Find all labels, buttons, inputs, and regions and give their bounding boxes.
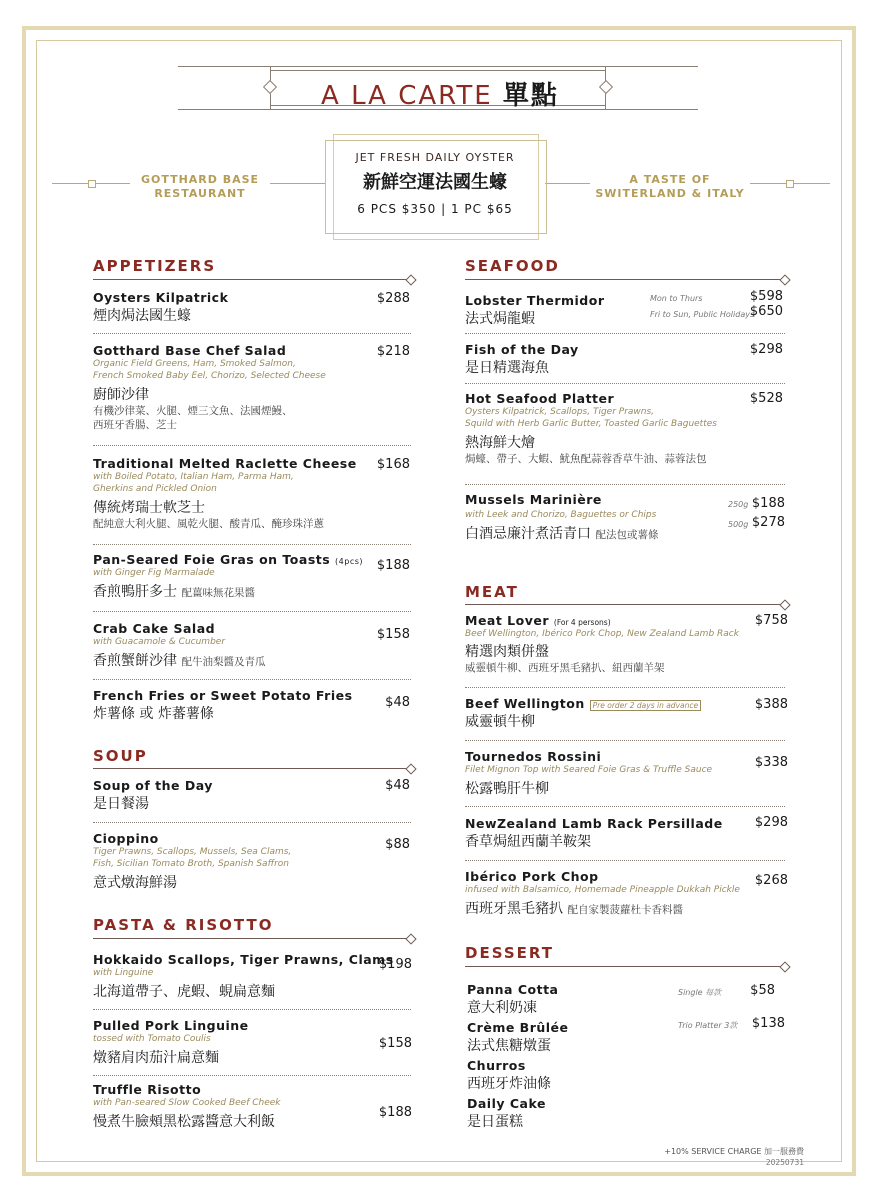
item-desc-zh: 配純意大利火腿、風乾火腿、酸青瓜、醃珍珠洋蔥 xyxy=(93,518,324,530)
item-name-zh: 北海道帶子、虎蝦、蜆扁意麵 xyxy=(93,984,275,1000)
dessert-name-zh: 法式焦糖燉蛋 xyxy=(467,1038,551,1054)
restaurant-tag-line-2: RESTAURANT xyxy=(154,187,246,200)
item-name-zh-text: 西班牙黑毛豬扒 xyxy=(465,901,563,917)
item-name: Mussels Marinière xyxy=(465,492,602,507)
dotted-divider xyxy=(465,333,785,334)
meat-divider xyxy=(465,604,785,605)
price-option-label: Mon to Thurs xyxy=(650,294,703,303)
menu-item-soup-of-day xyxy=(93,778,213,813)
item-name-zh: 精選肉類併盤 xyxy=(465,644,549,660)
item-desc: with Guacamole & Cucumber xyxy=(93,637,226,647)
item-name-zh xyxy=(465,523,658,543)
preorder-note: Pre order 2 days in advance xyxy=(590,700,701,711)
dotted-divider xyxy=(93,544,411,545)
dotted-divider xyxy=(93,679,411,680)
item-price: $650 xyxy=(749,304,783,319)
menu-item-crab-cake xyxy=(93,621,265,670)
item-name: Crab Cake Salad xyxy=(93,621,216,636)
title-en: A LA CARTE xyxy=(321,81,493,111)
item-name-zh-text: 香煎鴨肝多士 xyxy=(93,584,177,600)
item-desc: Squild with Herb Garlic Butter, Toasted Garlic Baguettes xyxy=(465,419,717,429)
item-name: Truffle Risotto xyxy=(93,1082,202,1097)
item-desc: with Ginger Fig Marmalade xyxy=(93,568,215,578)
item-desc: Fish, Sicilian Tomato Broth, Spanish Saffron xyxy=(93,859,289,869)
dessert-name: Crème Brûlée xyxy=(467,1020,569,1035)
item-price: $188 xyxy=(376,558,410,573)
item-name-zh-text: 白酒忌廉汁煮活青口 xyxy=(465,526,591,542)
appetizers-divider xyxy=(93,279,411,280)
item-name-zh: 是日餐湯 xyxy=(93,796,149,812)
menu-item-raclette xyxy=(93,456,357,531)
item-desc: Organic Field Greens, Ham, Smoked Salmon, xyxy=(93,359,296,369)
dotted-divider xyxy=(465,740,785,741)
dotted-divider xyxy=(93,611,411,612)
item-price: $288 xyxy=(376,291,410,306)
item-name: Oysters Kilpatrick xyxy=(93,290,229,305)
menu-item-beef-wellington xyxy=(465,696,701,731)
item-price: $338 xyxy=(754,755,788,770)
menu-item-mussels xyxy=(465,492,658,543)
item-name: Ibérico Pork Chop xyxy=(465,869,599,884)
item-name-zh xyxy=(465,898,740,918)
menu-item-meat-lover xyxy=(465,613,739,675)
item-price: $218 xyxy=(376,344,410,359)
item-name-zh-text: 香煎蟹餅沙律 xyxy=(93,653,177,669)
item-desc: with Linguine xyxy=(93,968,154,978)
menu-item-fish-of-day xyxy=(465,342,579,377)
dessert-name-zh: 意大利奶凍 xyxy=(467,1000,537,1016)
menu-item-iberico-pork-chop xyxy=(465,869,740,918)
dessert-option-label: Single 每款 xyxy=(678,988,722,997)
item-name: Soup of the Day xyxy=(93,778,213,793)
item-name-zh: 香草焗紐西蘭羊鞍架 xyxy=(465,834,591,850)
item-name xyxy=(465,613,739,628)
oyster-prices: 6 PCS $350 | 1 PC $65 xyxy=(357,202,513,216)
dotted-divider xyxy=(465,687,785,688)
item-qty-note: (4pcs) xyxy=(335,557,364,566)
item-name-zh: 炸薯條 或 炸蕃薯條 xyxy=(93,706,214,722)
item-name-zh: 慢煮牛臉頰黑松露醬意大利飯 xyxy=(93,1114,275,1130)
dessert-name: Daily Cake xyxy=(467,1096,546,1111)
dotted-divider xyxy=(93,333,411,334)
menu-item-foie-gras xyxy=(93,552,363,601)
item-desc: Tiger Prawns, Scallops, Mussels, Sea Clams, xyxy=(93,847,292,857)
section-title-seafood: SEAFOOD xyxy=(465,257,560,275)
item-note-zh: 配薑味無花果醬 xyxy=(181,587,255,599)
item-desc-zh: 威靈頓牛柳、西班牙黑毛豬扒、紐西蘭羊架 xyxy=(465,662,665,674)
item-desc-zh: 焗蠔、帶子、大蝦、魷魚配蒜蓉香草牛油、蒜蓉法包 xyxy=(465,453,707,465)
item-desc: Oysters Kilpatrick, Scallops, Tiger Prawns, xyxy=(465,407,655,417)
dessert-divider xyxy=(465,966,785,967)
item-price: $298 xyxy=(754,815,788,830)
item-name: NewZealand Lamb Rack Persillade xyxy=(465,816,723,831)
item-name-zh: 意式燉海鮮湯 xyxy=(93,875,177,891)
item-name-zh: 威靈頓牛柳 xyxy=(465,714,535,730)
item-price: $188 xyxy=(751,496,785,511)
item-name-zh xyxy=(93,650,265,670)
item-name: Pulled Pork Linguine xyxy=(93,1018,249,1033)
page-title xyxy=(300,75,580,112)
dotted-divider xyxy=(465,806,785,807)
dessert-name: Panna Cotta xyxy=(467,982,559,997)
item-name-zh xyxy=(93,581,363,601)
item-note-zh: 配牛油梨醬及青瓜 xyxy=(181,656,266,668)
item-note-zh: 配法包或薯條 xyxy=(595,529,659,541)
item-name-text: Meat Lover xyxy=(465,613,550,628)
item-desc: with Leek and Chorizo, Baguettes or Chips xyxy=(465,510,657,520)
price-option-label: Fri to Sun, Public Holidays xyxy=(650,310,755,319)
restaurant-tag-line-1: GOTTHARD BASE xyxy=(140,173,260,186)
seafood-divider xyxy=(465,279,785,280)
dessert-name: Churros xyxy=(467,1058,526,1073)
item-price: $48 xyxy=(385,778,410,793)
dessert-price: $138 xyxy=(751,1016,785,1031)
item-name: Hot Seafood Platter xyxy=(465,391,615,406)
item-name-zh: 傳統烤瑞士軟芝士 xyxy=(93,500,205,516)
item-qty-note: (For 4 persons) xyxy=(553,618,611,627)
item-name-zh: 是日精選海魚 xyxy=(465,360,549,376)
item-desc: with Pan-seared Slow Cooked Beef Cheek xyxy=(93,1098,281,1108)
dessert-name-zh: 西班牙炸油條 xyxy=(467,1076,551,1092)
dotted-divider xyxy=(93,1075,411,1076)
dotted-divider xyxy=(93,1009,411,1010)
oyster-title-en: JET FRESH DAILY OYSTER xyxy=(355,151,515,164)
item-name xyxy=(93,552,363,567)
item-name: Cioppino xyxy=(93,831,159,846)
oyster-title-zh: 新鮮空運法國生蠔 xyxy=(363,172,507,193)
item-name: French Fries or Sweet Potato Fries xyxy=(93,688,353,703)
item-name: Fish of the Day xyxy=(465,342,579,357)
section-title-dessert: DESSERT xyxy=(465,944,554,962)
item-name: Lobster Thermidor xyxy=(465,293,605,308)
item-name: Hokkaido Scallops, Tiger Prawns, Clams xyxy=(93,952,394,967)
item-price: $598 xyxy=(749,289,783,304)
cuisine-tag xyxy=(590,173,750,201)
item-name: Tournedos Rossini xyxy=(465,749,602,764)
item-name: Traditional Melted Raclette Cheese xyxy=(93,456,357,471)
item-desc: Gherkins and Pickled Onion xyxy=(93,484,217,494)
dessert-list xyxy=(467,980,569,1132)
item-name-text: Pan-Seared Foie Gras on Toasts xyxy=(93,552,331,567)
menu-item-oysters-kilpatrick xyxy=(93,290,228,325)
item-price: $188 xyxy=(378,1105,412,1120)
menu-item-lobster-thermidor xyxy=(465,293,605,328)
menu-item-tournedos-rossini xyxy=(465,749,712,798)
price-option-label: 500g xyxy=(728,520,749,529)
dessert-option-label: Trio Platter 3款 xyxy=(678,1021,738,1030)
item-name-text: Beef Wellington xyxy=(465,696,585,711)
item-desc: Filet Mignon Top with Seared Foie Gras & Truffle Sauce xyxy=(465,765,713,775)
menu-item-lamb-rack xyxy=(465,816,723,851)
menu-item-pulled-pork xyxy=(93,1018,249,1067)
item-name-zh: 法式焗龍蝦 xyxy=(465,311,535,327)
menu-item-chef-salad xyxy=(93,343,326,432)
item-note-zh: 配自家製菠蘿杜卡香料醬 xyxy=(567,904,683,916)
item-name-zh: 熱海鮮大燴 xyxy=(465,435,535,451)
right-line-end xyxy=(786,180,794,188)
menu-item-hokkaido-linguine xyxy=(93,952,394,1001)
item-price: $198 xyxy=(378,957,412,972)
section-title-meat: MEAT xyxy=(465,583,519,601)
section-title-pasta: PASTA & RISOTTO xyxy=(93,916,274,934)
item-price: $388 xyxy=(754,697,788,712)
cuisine-tag-line-1: A TASTE OF xyxy=(629,173,711,186)
cuisine-tag-line-2: SWITERLAND & ITALY xyxy=(595,187,745,200)
menu-item-fries xyxy=(93,688,353,723)
service-charge-note: +10% SERVICE CHARGE 加一服務費 xyxy=(664,1147,804,1156)
item-desc: infused with Balsamico, Homemade Pineapple Dukkah Pickle xyxy=(465,885,740,895)
item-price: $298 xyxy=(749,342,783,357)
menu-code: 20250731 xyxy=(765,1158,804,1167)
soup-divider xyxy=(93,768,411,769)
menu-item-truffle-risotto xyxy=(93,1082,281,1131)
item-price: $88 xyxy=(385,837,410,852)
item-desc: with Boiled Potato, Italian Ham, Parma Ham, xyxy=(93,472,294,482)
menu-item-cioppino xyxy=(93,831,291,892)
item-name-zh: 廚師沙律 xyxy=(93,387,149,403)
pasta-divider xyxy=(93,938,411,939)
item-name-zh: 松露鴨肝牛柳 xyxy=(465,781,549,797)
dotted-divider xyxy=(465,383,785,384)
item-desc: Beef Wellington, Ibérico Pork Chop, New Zealand Lamb Rack xyxy=(465,629,739,639)
item-price: $758 xyxy=(754,613,788,628)
item-desc-zh: 西班牙香腸、芝士 xyxy=(93,419,177,431)
dotted-divider xyxy=(465,860,785,861)
dotted-divider xyxy=(93,822,411,823)
item-price: $268 xyxy=(754,873,788,888)
item-name-zh: 燉豬肩肉茄汁扁意麵 xyxy=(93,1050,219,1066)
dotted-divider xyxy=(465,484,785,485)
dotted-divider xyxy=(93,445,411,446)
item-desc: tossed with Tomato Coulis xyxy=(93,1034,211,1044)
dessert-price: $58 xyxy=(750,983,775,998)
item-price: $158 xyxy=(376,627,410,642)
item-name xyxy=(465,696,701,711)
item-price: $168 xyxy=(376,457,410,472)
item-price: $158 xyxy=(378,1036,412,1051)
item-price: $278 xyxy=(751,515,785,530)
dessert-name-zh: 是日蛋糕 xyxy=(467,1114,523,1130)
section-title-appetizers: APPETIZERS xyxy=(93,257,217,275)
left-line-end xyxy=(88,180,96,188)
title-zh: 單點 xyxy=(502,81,559,111)
item-price: $528 xyxy=(749,391,783,406)
item-name: Gotthard Base Chef Salad xyxy=(93,343,287,358)
item-desc: French Smoked Baby Eel, Chorizo, Selected Cheese xyxy=(93,371,326,381)
restaurant-tag xyxy=(130,173,270,201)
item-price: $48 xyxy=(385,695,410,710)
item-name-zh: 煙肉焗法國生蠔 xyxy=(93,308,191,324)
section-title-soup: SOUP xyxy=(93,747,148,765)
menu-item-hot-seafood-platter xyxy=(465,391,717,466)
price-option-label: 250g xyxy=(728,500,749,509)
item-desc-zh: 有機沙律菜、火腿、煙三文魚、法國煙鰻、 xyxy=(93,405,293,417)
